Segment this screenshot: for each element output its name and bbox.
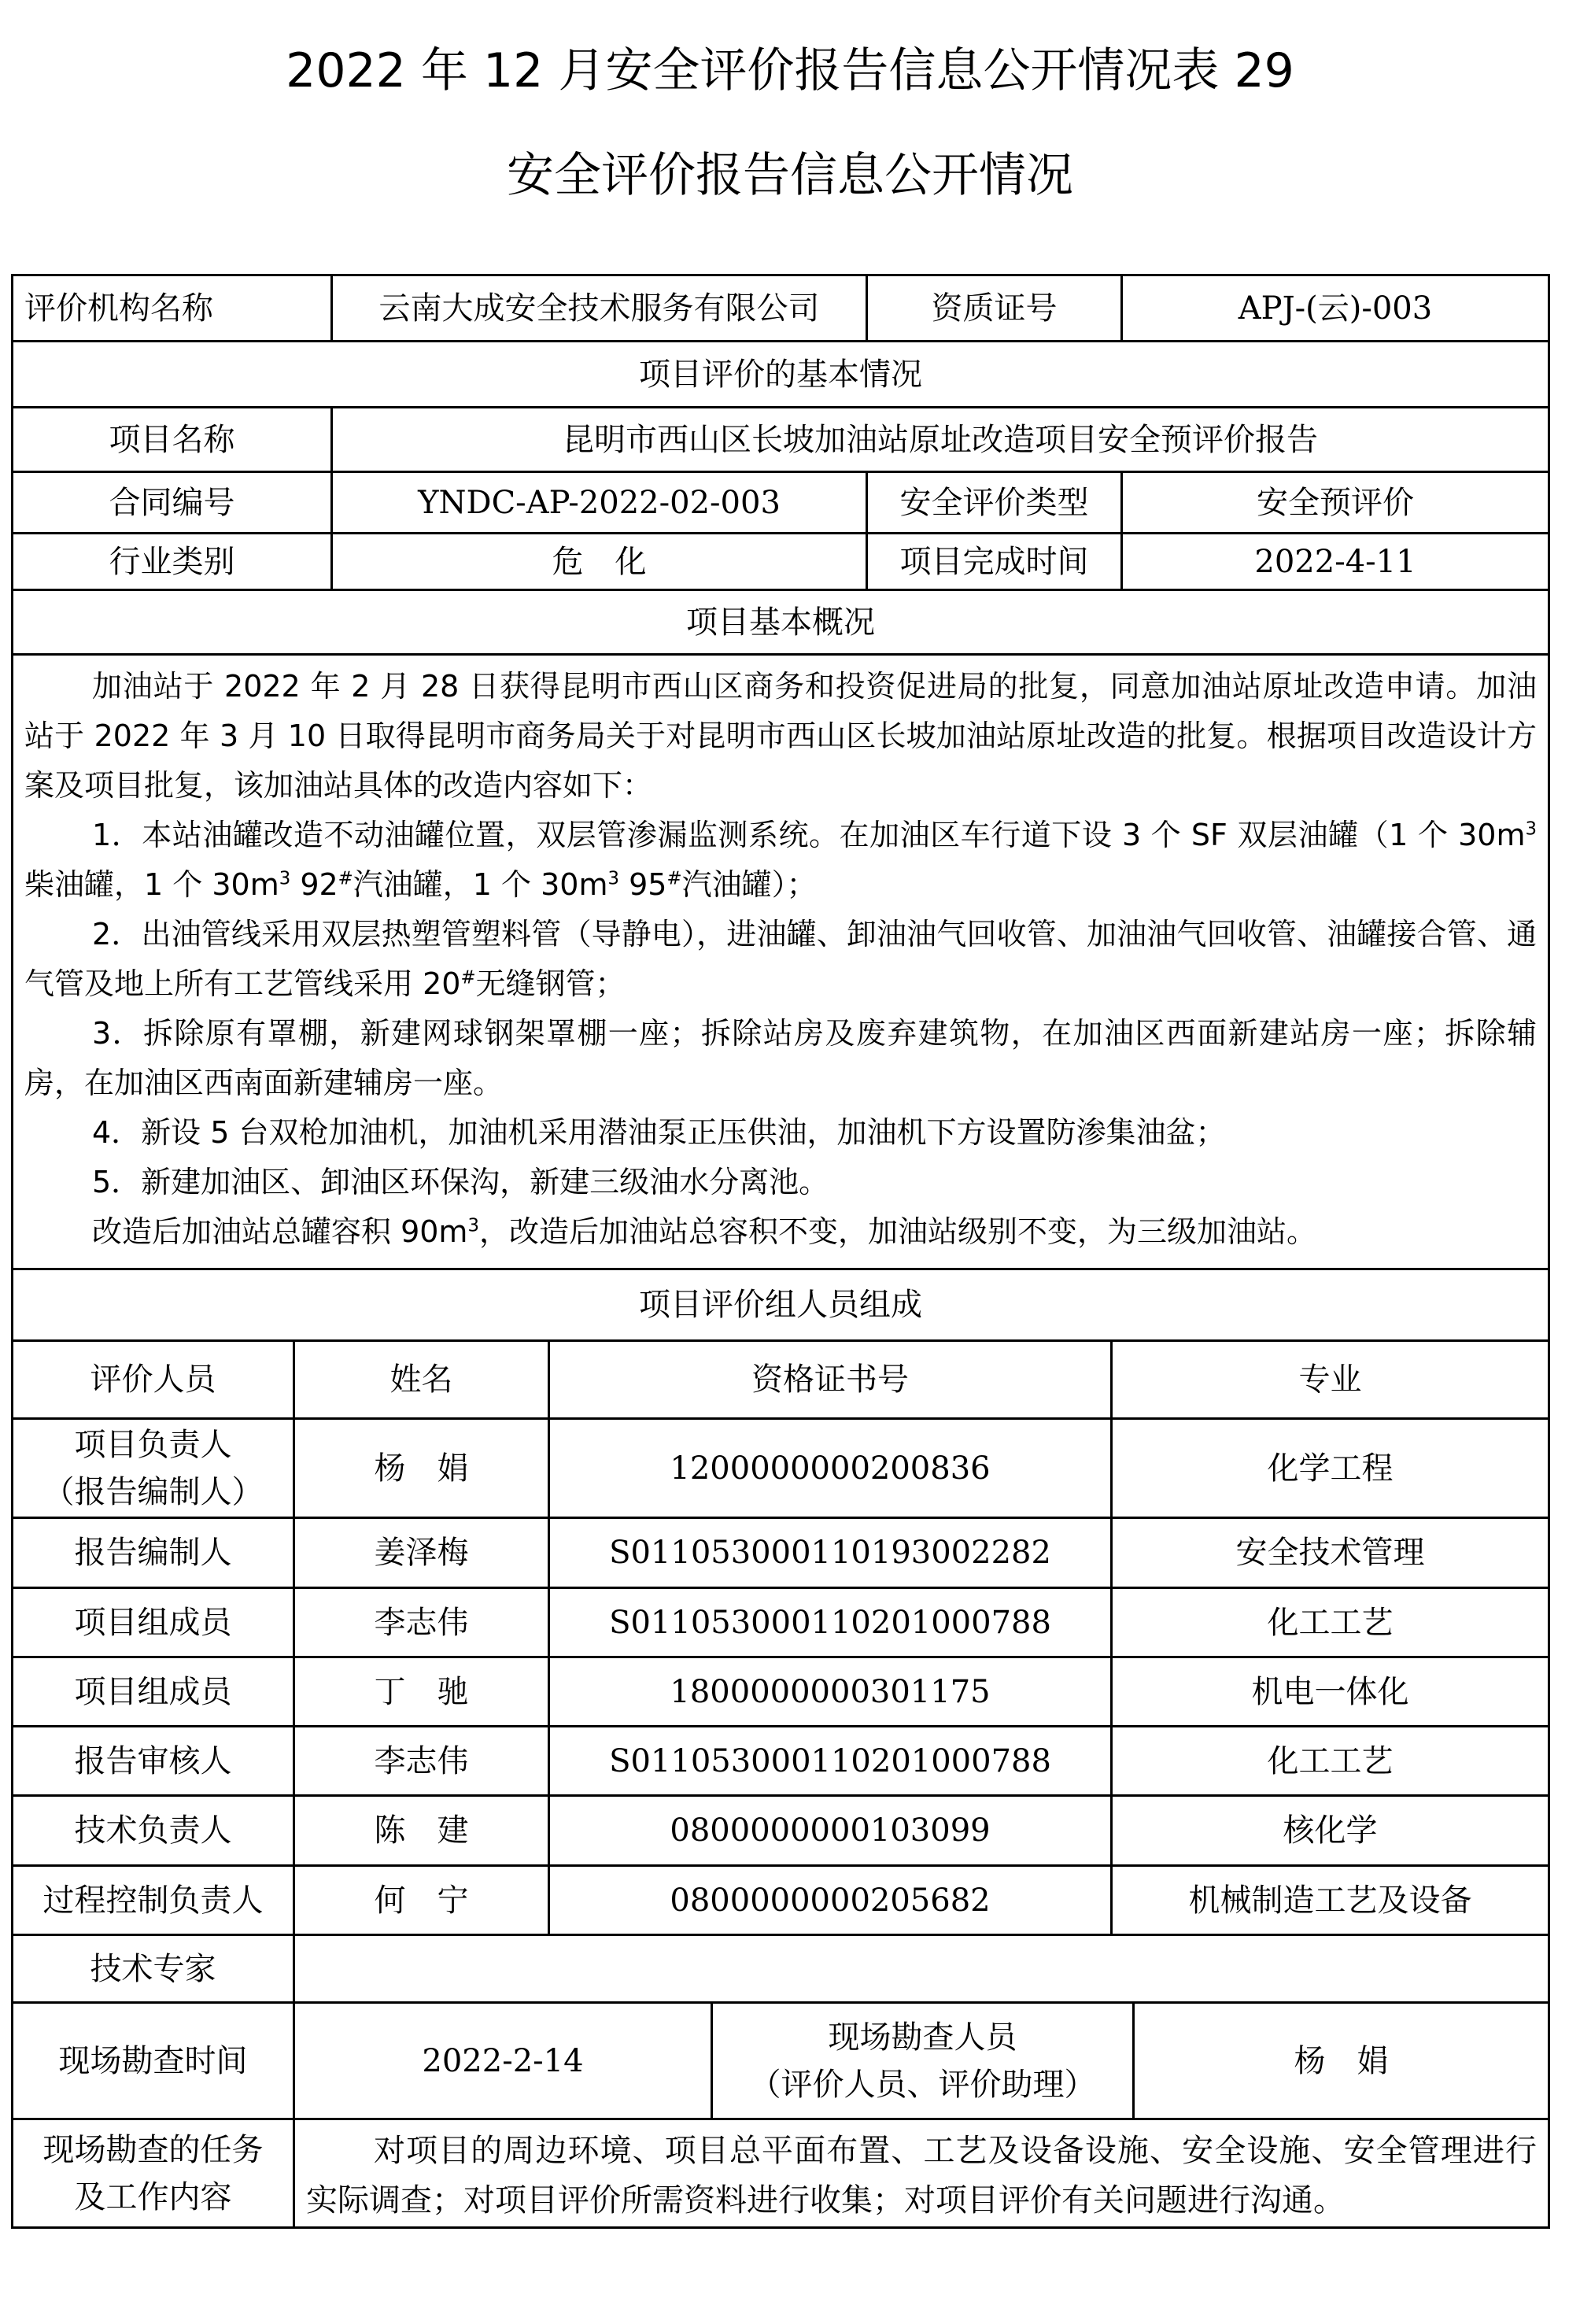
team-role: 项目组成员 bbox=[11, 1656, 295, 1725]
contract-value: YNDC-AP-2022-02-003 bbox=[333, 471, 868, 532]
team-cert: 1800000000301175 bbox=[550, 1656, 1113, 1725]
team-role: 技术负责人 bbox=[11, 1794, 295, 1864]
team-name: 何 宁 bbox=[295, 1864, 550, 1934]
team-cert: S011053000110201000788 bbox=[550, 1587, 1113, 1656]
team-cert: 1200000000200836 bbox=[550, 1417, 1113, 1517]
survey-time-label: 现场勘查时间 bbox=[11, 2001, 295, 2118]
team-header-row bbox=[11, 1339, 1550, 1417]
team-major: 化工工艺 bbox=[1113, 1725, 1550, 1794]
eval-type-value: 安全预评价 bbox=[1123, 471, 1550, 532]
team-heading: 项目评价组人员组成 bbox=[11, 1268, 1550, 1339]
contract-label: 合同编号 bbox=[11, 471, 333, 532]
table-row bbox=[11, 1864, 1550, 1934]
overview-paragraph-1: 加油站于 2022 年 2 月 28 日获得昆明市西山区商务和投资促进局的批复，同意加油站原址改造申请。加油站于 2022 年 3 月 10 日取得昆明市商务局关于对昆明市西山区长坡加油站原址改造的批复。根据项目改造设计方案及项目批复，该加油站具体的改造内容如下： bbox=[24, 669, 1537, 803]
team-header-cert: 资格证书号 bbox=[550, 1339, 1113, 1417]
cert-label: 资质证号 bbox=[868, 274, 1123, 340]
org-row bbox=[11, 274, 1550, 340]
team-name: 李志伟 bbox=[295, 1587, 550, 1656]
survey-staff: 杨 娟 bbox=[1135, 2001, 1550, 2118]
project-name: 昆明市西山区长坡加油站原址改造项目安全预评价报告 bbox=[333, 406, 1550, 471]
team-major: 机械制造工艺及设备 bbox=[1113, 1864, 1550, 1934]
table-row bbox=[11, 1587, 1550, 1656]
team-heading-row bbox=[11, 1268, 1550, 1339]
team-header-major: 专业 bbox=[1113, 1339, 1550, 1417]
task-label: 现场勘查的任务 及工作内容 bbox=[11, 2118, 295, 2229]
table-row bbox=[11, 1794, 1550, 1864]
team-name: 陈 建 bbox=[295, 1794, 550, 1864]
survey-time: 2022-2-14 bbox=[295, 2001, 713, 2118]
project-name-label: 项目名称 bbox=[11, 406, 333, 471]
org-label: 评价机构名称 bbox=[11, 274, 333, 340]
overview-paragraph-2: 1．本站油罐改造不动油罐位置，双层管渗漏监测系统。在加油区车行道下设 3 个 SF 双层油罐（1 个 $30m^3$ 柴油罐，1 个 $30m^3$ 92#汽油罐，1 个 $30m^3$ 95#汽油罐）； bbox=[24, 818, 1537, 902]
team-major: 化学工程 bbox=[1113, 1417, 1550, 1517]
team-role: 过程控制负责人 bbox=[11, 1864, 295, 1934]
team-role: 项目组成员 bbox=[11, 1587, 295, 1656]
project-name-row bbox=[11, 406, 1550, 471]
industry-row bbox=[11, 532, 1550, 589]
overview-paragraph-7: 改造后加油站总罐容积 $90m^3$，改造后加油站总容积不变，加油站级别不变，为三级加油站。 bbox=[92, 1214, 1316, 1249]
task-row bbox=[11, 2118, 1550, 2229]
finish-value: 2022-4-11 bbox=[1123, 532, 1550, 589]
team-role: 报告编制人 bbox=[11, 1517, 295, 1587]
team-cert: 0800000000103099 bbox=[550, 1794, 1113, 1864]
survey-staff-label: 现场勘查人员 （评价人员、评价助理） bbox=[713, 2001, 1135, 2118]
team-header-name: 姓名 bbox=[295, 1339, 550, 1417]
industry-label: 行业类别 bbox=[11, 532, 333, 589]
overview-heading: 项目基本概况 bbox=[11, 589, 1550, 653]
task-content: 对项目的周边环境、项目总平面布置、工艺及设备设施、安全设施、安全管理进行实际调查；对项目评价所需资料进行收集；对项目评价有关问题进行沟通。 bbox=[295, 2118, 1550, 2229]
team-cert: 0800000000205682 bbox=[550, 1864, 1113, 1934]
document-title: 2022 年 12 月安全评价报告信息公开情况表 29 bbox=[286, 43, 1294, 98]
overview-paragraph-4: 3．拆除原有罩棚，新建网球钢架罩棚一座；拆除站房及废弃建筑物，在加油区西面新建站房一座；拆除辅房，在加油区西南面新建辅房一座。 bbox=[24, 1016, 1537, 1100]
survey-row bbox=[11, 2001, 1550, 2118]
team-role: 报告审核人 bbox=[11, 1725, 295, 1794]
team-cert: S011053000110193002282 bbox=[550, 1517, 1113, 1587]
overview-heading-row bbox=[11, 589, 1550, 653]
team-major: 核化学 bbox=[1113, 1794, 1550, 1864]
expert-row bbox=[11, 1934, 1550, 2001]
team-name: 李志伟 bbox=[295, 1725, 550, 1794]
info-table bbox=[11, 274, 1550, 2229]
document-subtitle: 安全评价报告信息公开情况 bbox=[507, 148, 1073, 203]
overview-text bbox=[11, 653, 1550, 1268]
finish-label: 项目完成时间 bbox=[868, 532, 1123, 589]
team-header-role: 评价人员 bbox=[11, 1339, 295, 1417]
team-major: 机电一体化 bbox=[1113, 1656, 1550, 1725]
overview-paragraph-3: 2．出油管线采用双层热塑管塑料管（导静电），进油罐、卸油油气回收管、加油油气回收管、油罐接合管、通气管及地上所有工艺管线采用 20#无缝钢管； bbox=[24, 917, 1537, 1001]
table-row bbox=[11, 1417, 1550, 1517]
team-major: 安全技术管理 bbox=[1113, 1517, 1550, 1587]
overview-paragraph-5: 4．新设 5 台双枪加油机，加油机采用潜油泵正压供油，加油机下方设置防渗集油盆； bbox=[92, 1115, 1226, 1150]
table-row bbox=[11, 1656, 1550, 1725]
basic-heading-row bbox=[11, 340, 1550, 406]
overview-paragraph-6: 5．新建加油区、卸油区环保沟，新建三级油水分离池。 bbox=[92, 1165, 829, 1199]
team-major: 化工工艺 bbox=[1113, 1587, 1550, 1656]
cert-value: APJ-(云)-003 bbox=[1123, 274, 1550, 340]
basic-heading: 项目评价的基本情况 bbox=[11, 340, 1550, 406]
team-name: 姜泽梅 bbox=[295, 1517, 550, 1587]
industry-value: 危 化 bbox=[333, 532, 868, 589]
table-row bbox=[11, 1725, 1550, 1794]
org-name: 云南大成安全技术服务有限公司 bbox=[333, 274, 868, 340]
team-name: 杨 娟 bbox=[295, 1417, 550, 1517]
expert-value bbox=[295, 1934, 1550, 2001]
table-row bbox=[11, 1517, 1550, 1587]
overview-text-row bbox=[11, 653, 1550, 1268]
expert-label: 技术专家 bbox=[11, 1934, 295, 2001]
team-role: 项目负责人 （报告编制人） bbox=[11, 1417, 295, 1517]
contract-row bbox=[11, 471, 1550, 532]
team-cert: S011053000110201000788 bbox=[550, 1725, 1113, 1794]
eval-type-label: 安全评价类型 bbox=[868, 471, 1123, 532]
team-name: 丁 驰 bbox=[295, 1656, 550, 1725]
